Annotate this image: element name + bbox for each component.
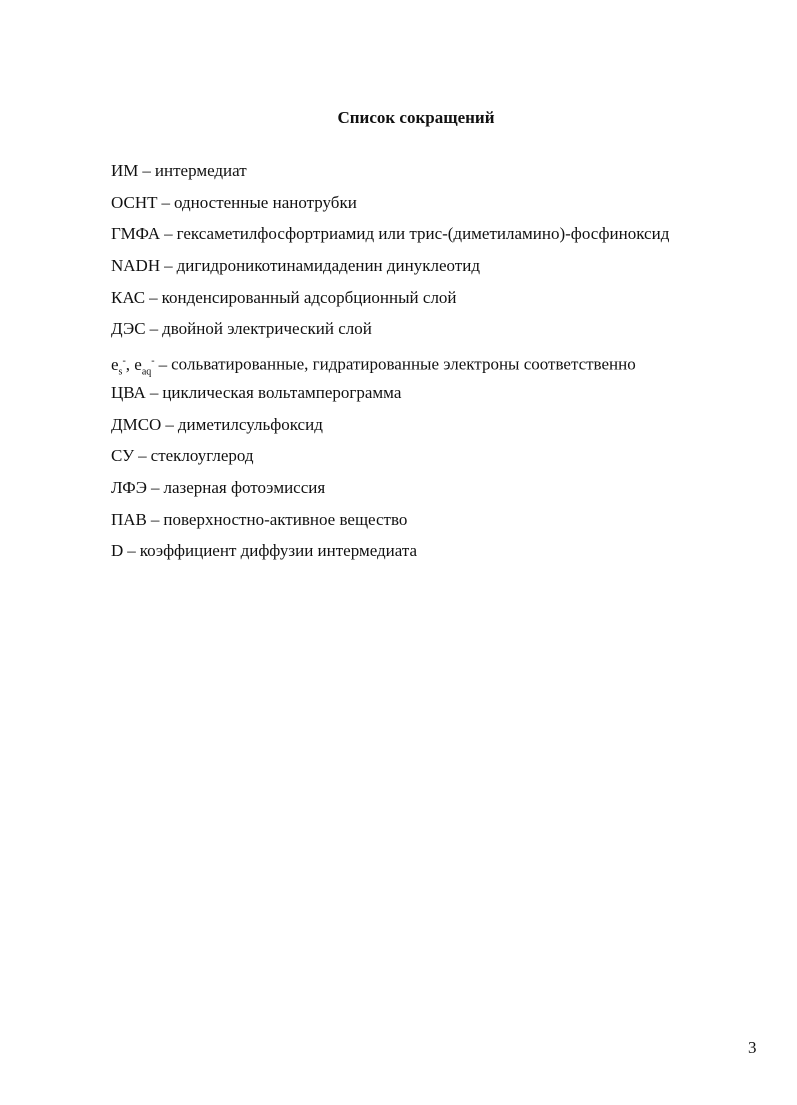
list-item (111, 382, 669, 414)
abbreviation-term-electrons: $e_s^-$, $e_{aq}^-$ (111, 354, 155, 378)
abbreviation-definition: диметилсульфоксид (177, 414, 323, 434)
abbreviation-term: ЦВА (111, 382, 146, 402)
abbreviation-definition: стеклоуглерод (150, 446, 254, 466)
separator: – (149, 382, 159, 402)
abbreviation-definition: циклическая вольтамперограмма (162, 382, 402, 402)
list-item (111, 287, 669, 319)
abbreviation-term: ЛФЭ (111, 477, 147, 497)
abbreviation-definition: гексаметилфосфортриамид или трис-(диметиламино)-фосфиноксид (176, 224, 670, 244)
abbreviation-term: ДЭС (111, 319, 146, 339)
abbreviation-term: NADH (111, 256, 161, 276)
list-item (111, 255, 669, 287)
abbreviation-term: СУ (111, 446, 135, 466)
abbreviation-list (111, 160, 669, 572)
abbreviation-definition: сольватированные, гидратированные электроны соответственно (171, 354, 636, 374)
abbreviation-term: ГМФА (111, 224, 161, 244)
abbreviation-definition: поверхностно-активное вещество (163, 509, 408, 529)
abbreviation-term: ДМСО (111, 414, 162, 434)
abbreviation-definition: двойной электрический слой (162, 319, 372, 339)
abbreviation-term: ОСНТ (111, 192, 158, 212)
separator: – (150, 477, 160, 497)
list-item (111, 509, 669, 541)
abbreviation-definition: конденсированный адсорбционный слой (161, 287, 457, 307)
list-item (111, 414, 669, 446)
abbreviation-definition: одностенные нанотрубки (173, 192, 357, 212)
separator: – (149, 287, 158, 307)
separator: – (149, 319, 159, 339)
separator: – (158, 354, 168, 374)
list-item (111, 445, 669, 477)
separator: – (142, 161, 151, 180)
list-item (111, 350, 669, 382)
separator: – (150, 509, 160, 529)
abbreviation-definition: интермедиат (154, 161, 247, 180)
abbreviation-term: ПАВ (111, 509, 147, 529)
abbreviation-definition: коэффициент диффузии интермедиата (139, 541, 418, 561)
separator: – (164, 256, 173, 276)
list-item (111, 223, 669, 255)
abbreviation-term: D (111, 541, 124, 561)
separator: – (165, 414, 174, 434)
list-item (111, 318, 669, 350)
separator: – (127, 541, 136, 561)
separator: – (138, 446, 147, 466)
page-number: 3 (748, 1038, 757, 1057)
list-item (111, 192, 669, 224)
abbreviation-definition: дигидроникотинамидаденин динуклеотид (176, 256, 480, 276)
list-item (111, 477, 669, 509)
separator: – (164, 224, 173, 244)
page-title: Список сокращений (337, 108, 495, 127)
abbreviation-term: ИМ (111, 161, 139, 180)
abbreviation-term: КАС (111, 287, 146, 307)
abbreviation-definition: лазерная фотоэмиссия (163, 477, 326, 497)
list-item (111, 540, 669, 572)
list-item (111, 160, 669, 192)
separator: – (161, 192, 170, 212)
